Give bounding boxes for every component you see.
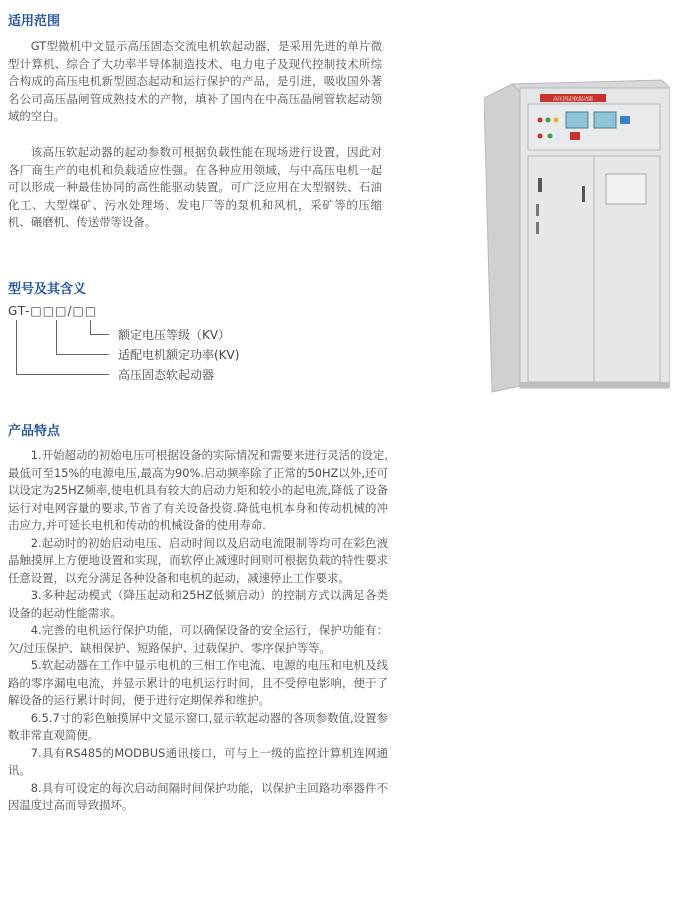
button-stop-icon (538, 134, 543, 139)
feature-item: 7.具有RS485的MODBUS通讯接口，可与上一级的监控计算机连网通讯。 (8, 745, 388, 777)
button-start-icon (548, 134, 553, 139)
model-label-voltage: 额定电压等级（KV） (118, 328, 231, 342)
section-title-model: 型号及其含义 (8, 282, 87, 297)
section-title-scope: 适用范围 (8, 14, 61, 29)
display-screen-1 (566, 112, 588, 128)
indicator-light-green (546, 118, 551, 123)
door-handle-icon (582, 186, 585, 202)
feature-item: 6.5.7寸的彩色触摸屏中文显示窗口,显示软起动器的各项参数值,设置参数非常直观简便。 (8, 710, 388, 742)
indicator-light-yellow (554, 118, 559, 123)
section-title-features: 产品特点 (8, 424, 61, 439)
features-list (8, 447, 388, 815)
cabinet-image (484, 74, 670, 396)
meter-icon (620, 116, 630, 124)
feature-item: 5.软起动器在工作中显示电机的三相工作电流、电源的电压和电机及线路的零序漏电电流，并显示累计的电机运行时间，且不受停电影响，便于了解设备的运行累计时间，便于进行定期保养和维护。 (8, 658, 388, 707)
lever-icon (536, 204, 539, 216)
door-window (606, 174, 646, 204)
model-label-power: 适配电机额定功率(KV) (118, 348, 240, 362)
feature-item: 1.开始超动的初始电压可根据设备的实际情况和需要来进行灵活的设定,最低可至15%的电源电压,最高为90%.启动频率除了正常的50HZ以外,还可以设定为25HZ频率,使电机具有较大的启动力矩和较小的起电流,降低了设备运行对电网容量的要求,节省了有关设备投资.降低电机本身和传动机械的冲击应力,并可延长电机和传动的机械设备的使用寿命. (8, 448, 388, 532)
model-label-type: 高压固态软起动器 (118, 368, 215, 382)
model-code: GT-□□□/□□ (8, 304, 98, 318)
bracket-line-type (16, 320, 109, 375)
switch-icon (570, 132, 580, 140)
display-screen-2 (594, 112, 616, 128)
feature-item: 8.具有可设定的每次启动间隔时间保护功能，以保护主回路功率器件不因温度过高而导致损坏。 (8, 780, 388, 812)
panel-label-text: 高压固态软起动器 (552, 96, 594, 103)
scope-paragraph-1: GT型微机中文显示高压固态交流电机软起动器，是采用先进的单片微型计算机、综合了大功率半导体制造技术、电力电子及现代控制技术所综合构成的高压电机新型固态起动和运行保护的产品，是引进，吸收国外著名公司高压晶闸管成熟技术的产物，填补了国内在中高压晶闸管软起动领域的空白。 (8, 39, 382, 123)
door-handle-icon (538, 178, 542, 192)
feature-item: 3.多种起动模式（降压起动和25HZ低频启动）的控制方式以满足各类设备的起动性能需求。 (8, 588, 388, 620)
feature-item: 4.完善的电机运行保护功能，可以确保设备的安全运行，保护功能有：欠/过压保护、缺相保护、短路保护、过载保护、零序保护等等。 (8, 623, 388, 655)
cabinet-illustration (484, 74, 670, 396)
lever-icon (536, 222, 539, 234)
scope-paragraph-2: 该高压软起动器的起动参数可根据负载性能在现场进行设置，因此对各厂商生产的电机和负载适应性强。在各种应用领域，与中高压电机一起可以形成一种最佳协同的高性能驱动装置。可广泛应用在大型钢铁、石油化工、大型煤矿、污水处理场、发电厂等的泵机和风机，采矿等的压缩机、碾磨机、传送带等设备。 (8, 145, 382, 229)
indicator-light-red (538, 118, 543, 123)
feature-item: 2.起动时的初始启动电压、启动时间以及启动电流限制等均可在彩色液晶触摸屏上方便地设置和实现，而软停止减速时间则可根据负载的特性要求任意设置，以充分满足各种设备和电机的起动，减速停止工作要求。 (8, 535, 388, 585)
